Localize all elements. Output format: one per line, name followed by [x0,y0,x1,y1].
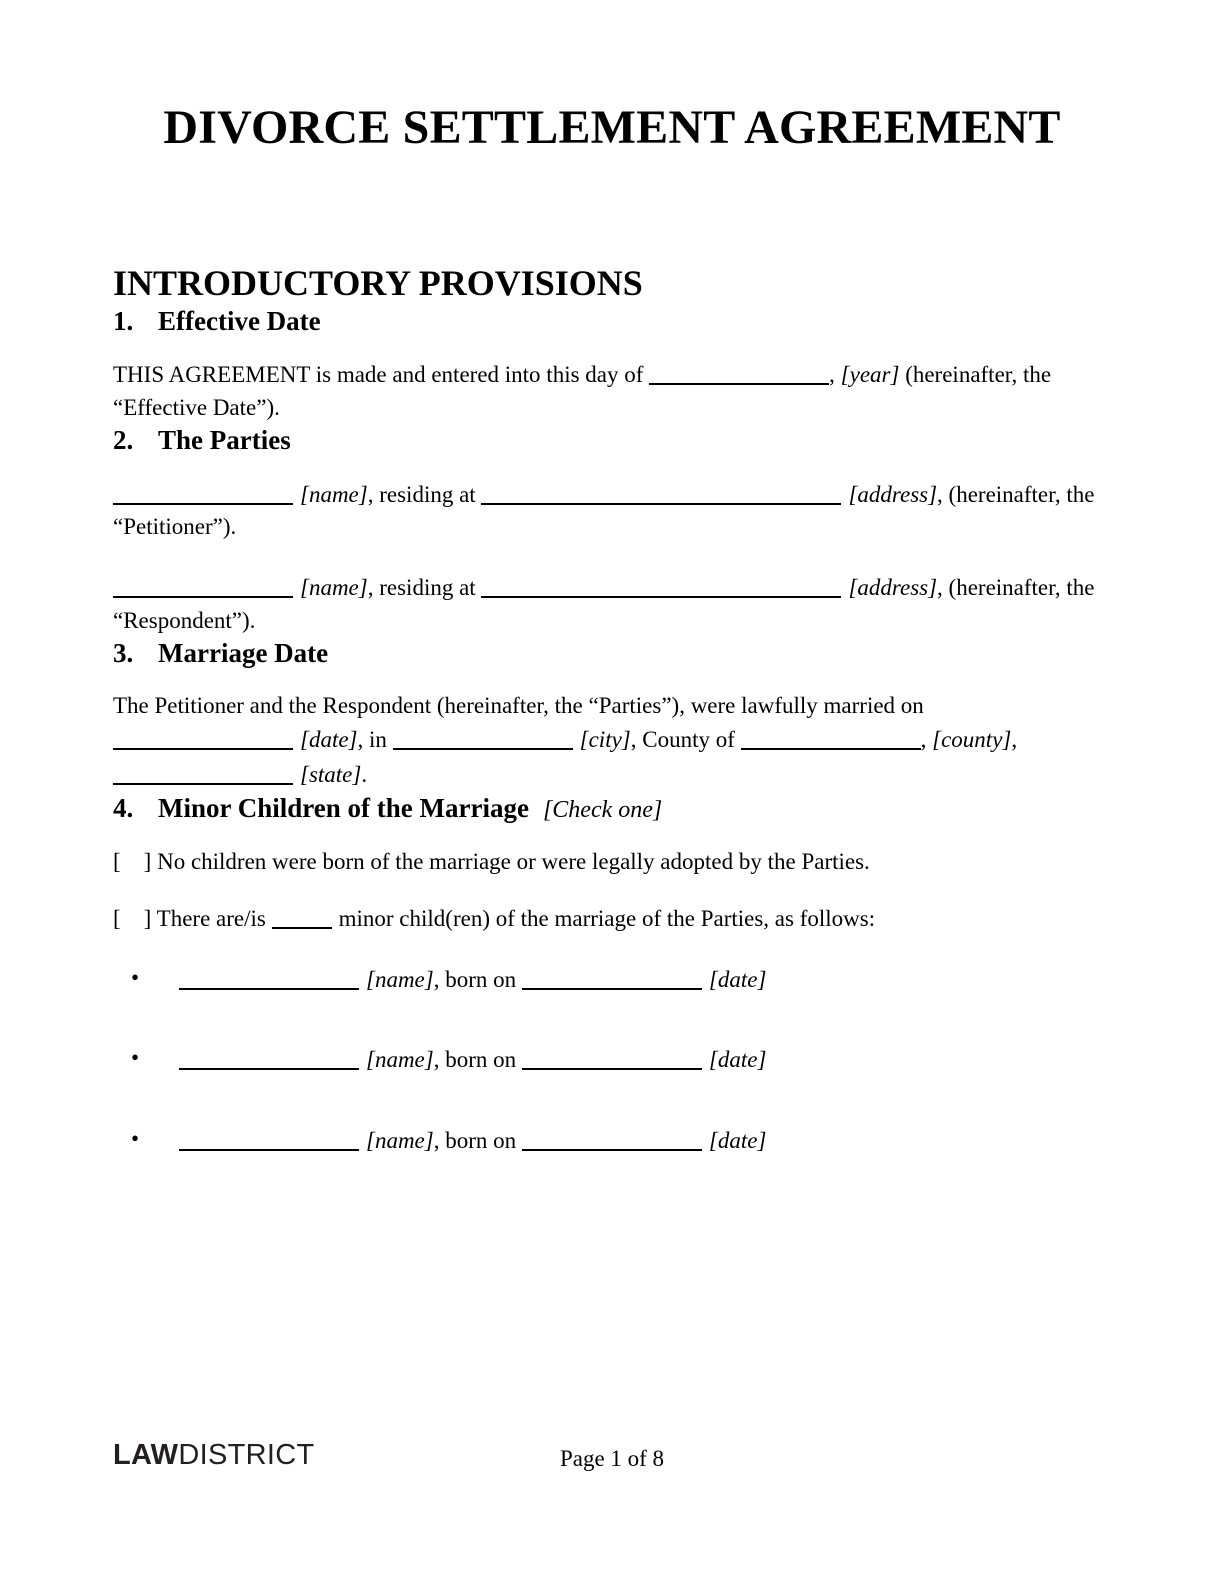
blank-line-child-count [272,904,332,929]
text-fragment: , born on [433,1128,522,1154]
text-fragment: , County of [630,727,741,753]
blank-line-day [649,360,829,385]
child-list-item [113,1042,1111,1077]
check-one-note: [Check one] [542,796,663,823]
text-fragment: , residing at [367,574,482,600]
blank-line-child-name [179,1126,359,1151]
text-fragment: , [1011,727,1023,753]
effective-date-paragraph [113,357,1111,424]
placeholder-date: [date] [300,727,358,753]
text-fragment: There are/is [151,906,272,932]
placeholder-date: [date] [708,1047,767,1073]
placeholder-name: [name] [300,481,368,507]
section-2-heading [113,424,1111,456]
text-fragment: , (hereinafter, the “Respondent”). [113,574,1101,633]
text-fragment: (hereinafter, the “Effective Date”). [113,361,1057,420]
text-fragment: THIS AGREEMENT is made and entered into this day of [113,361,650,387]
section-3-number: 3. [113,638,134,669]
option-no-children [113,846,1111,879]
blank-line-child-birthdate [522,1045,702,1070]
section-3-title: Marriage Date [158,638,329,669]
logo-district-text: DISTRICT [178,1439,315,1471]
section-2-number: 2. [113,425,134,456]
placeholder-address: [address] [848,574,938,600]
placeholder-address: [address] [848,481,938,507]
bullet-icon: • [131,964,140,990]
text-fragment: , [829,361,841,387]
text-fragment: No children were born of the marriage or were legally adopted by the Parties. [151,849,870,875]
bullet-icon: • [131,1126,140,1152]
section-1-number: 1. [113,305,134,336]
text-fragment: . [361,762,368,787]
section-4-number: 4. [113,792,134,823]
checkbox-empty: [ ] [113,849,152,875]
section-1-heading [113,305,1111,337]
blank-line-respondent-address [481,573,841,598]
blank-line-city [393,725,573,750]
bullet-icon: • [131,1045,140,1071]
placeholder-county: [county] [932,727,1012,753]
document-title: DIVORCE SETTLEMENT AGREEMENT [163,101,1061,154]
text-fragment: , residing at [367,481,482,507]
logo-law-text: LAW [113,1439,179,1471]
placeholder-year: [year] [840,361,900,387]
text-fragment: minor child(ren) of the marriage of the Parties, as follows: [338,906,876,932]
respondent-paragraph [113,570,1111,637]
page-number: Page 1 of 8 [559,1446,665,1471]
blank-line-child-birthdate [522,965,702,990]
petitioner-paragraph [113,477,1111,544]
section-3-heading [113,637,1111,669]
text-fragment: , [920,727,933,753]
blank-line-child-birthdate [522,1126,702,1151]
blank-line-child-name [179,965,359,990]
text-fragment: , (hereinafter, the “Petitioner”). [113,481,1101,540]
placeholder-date: [date] [708,1128,767,1154]
child-list-item [113,1123,1111,1158]
blank-line-marriage-date [113,725,293,750]
placeholder-date: [date] [708,966,767,992]
placeholder-name: [name] [300,574,368,600]
page-footer [113,1438,1111,1480]
placeholder-name: [name] [366,1047,434,1073]
child-list-item [113,962,1111,997]
placeholder-city: [city] [579,727,631,753]
blank-line-petitioner-name [113,480,293,505]
marriage-date-paragraph [113,690,1111,792]
blank-line-child-name [179,1045,359,1070]
section-4-heading [113,792,1111,825]
text-fragment: The Petitioner and the Respondent (hereinafter, the “Parties”), were lawfully married on [113,692,930,718]
intro-provisions-heading: INTRODUCTORY PROVISIONS [113,263,643,304]
text-fragment: , born on [433,966,522,992]
option-children-count [113,901,1111,936]
section-4-title: Minor Children of the Marriage [158,792,529,823]
section-1-title: Effective Date [158,305,321,336]
checkbox-empty: [ ] [113,906,152,932]
placeholder-name: [name] [366,1128,434,1154]
blank-line-state [113,760,293,785]
section-2-title: The Parties [158,425,291,456]
text-fragment: , in [357,727,393,753]
blank-line-county [741,725,921,750]
blank-line-petitioner-address [481,480,841,505]
placeholder-name: [name] [366,966,434,992]
text-fragment: , born on [433,1047,522,1073]
placeholder-state: [state] [300,762,362,787]
blank-line-respondent-name [113,573,293,598]
lawdistrict-logo [113,1440,314,1472]
